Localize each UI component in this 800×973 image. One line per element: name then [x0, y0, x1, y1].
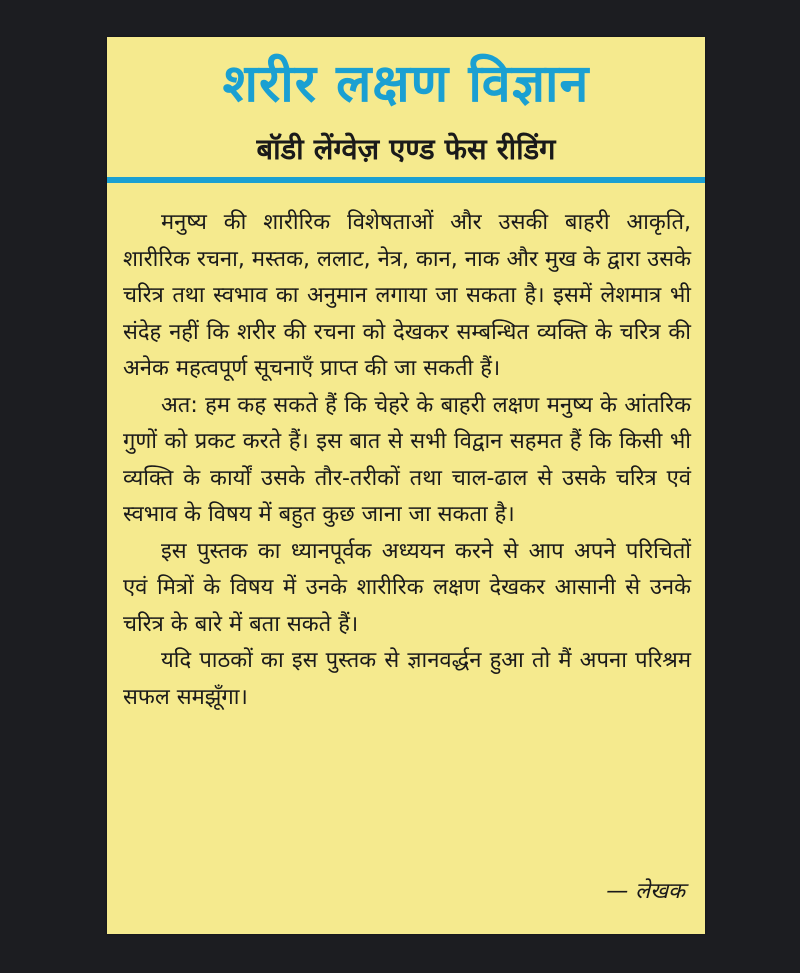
book-subtitle: बॉडी लेंग्वेज़ एण्ड फेस रीडिंग: [256, 132, 556, 166]
blurb-paragraph-2: अत: हम कह सकते हैं कि चेहरे के बाहरी लक्षण मनुष्य के आंतरिक गुणों को प्रकट करते हैं। इस बात से सभी विद्वान सहमत हैं कि किसी भी व्यक्ति के कार्यों उसके तौर-तरीकों तथा चाल-ढाल से उसके चरित्र एवं स्वभाव के विषय में बहुत कुछ जाना जा सकता है।: [123, 392, 691, 527]
book-title: शरीर लक्षण विज्ञान: [222, 54, 590, 114]
blurb-paragraph-3: इस पुस्तक का ध्यानपूर्वक अध्ययन करने से आप अपने परिचितों एवं मित्रों के विषय में उनके शारीरिक लक्षण देखकर आसानी से उनके चरित्र के बारे में बता सकते हैं।: [123, 538, 691, 637]
blurb-text: [123, 205, 691, 716]
title-divider: [107, 177, 705, 183]
book-back-cover-card: [107, 37, 705, 934]
author-signature: — लेखक: [606, 879, 685, 904]
blurb-paragraph-4: यदि पाठकों का इस पुस्तक से ज्ञानवर्द्धन हुआ तो मैं अपना परिश्रम सफल समझूँगा।: [123, 648, 691, 710]
blurb-paragraph-1: मनुष्य की शारीरिक विशेषताओं और उसकी बाहरी आकृति, शारीरिक रचना, मस्तक, ललाट, नेत्र, कान, नाक और मुख के द्वारा उसके चरित्र तथा स्वभाव का अनुमान लगाया जा सकता है। इसमें लेशमात्र भी संदेह नहीं कि शरीर की रचना को देखकर सम्बन्धित व्यक्ति के चरित्र की अनेक महत्वपूर्ण सूचनाएँ प्राप्त की जा सकती हैं।: [123, 210, 691, 381]
